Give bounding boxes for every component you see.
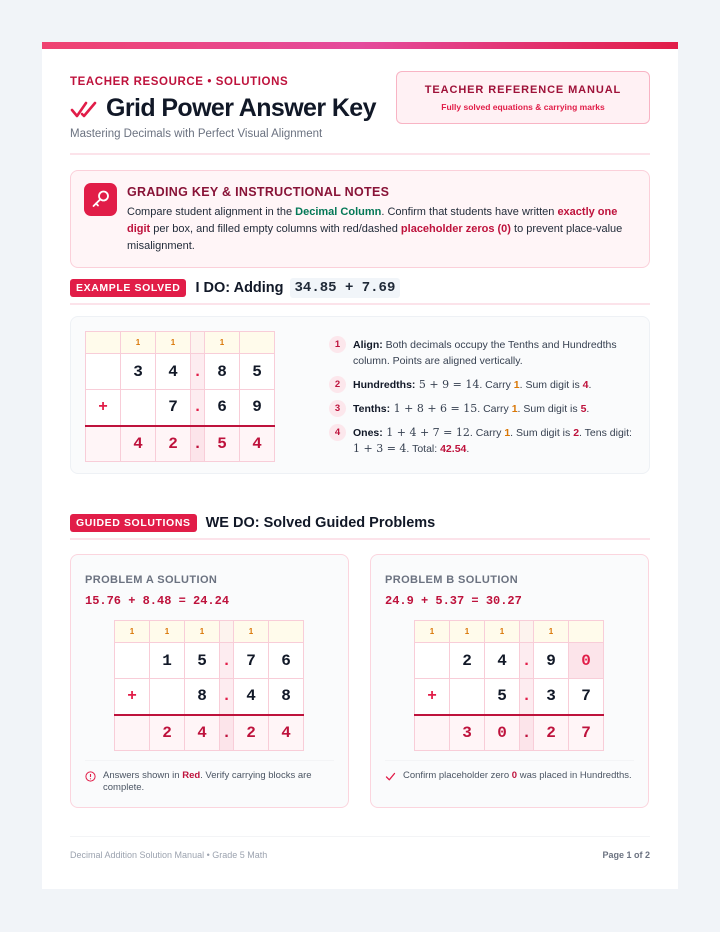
digit-cell: 4 — [485, 643, 520, 679]
problem-b-card — [370, 554, 649, 808]
digit-cell: 4 — [121, 426, 156, 462]
decimal-column-cell — [191, 332, 205, 354]
digit-cell — [86, 332, 121, 354]
digit-cell: 8 — [185, 679, 220, 715]
reference-subtitle: Fully solved equations & carrying marks — [441, 102, 605, 112]
digit-cell — [415, 715, 450, 751]
problem-b-heading: PROBLEM B SOLUTION — [385, 574, 519, 586]
guided-section-header — [70, 514, 435, 532]
digit-cell: 0 — [569, 643, 604, 679]
digit-cell: 1 — [415, 621, 450, 643]
sum-row — [415, 715, 604, 751]
digit-cell: 3 — [534, 679, 569, 715]
page-subtitle: Mastering Decimals with Perfect Visual Alignment — [70, 128, 323, 140]
digit-cell — [115, 643, 150, 679]
addend-row-2 — [415, 679, 604, 715]
digit-cell: 9 — [240, 390, 275, 426]
digit-cell: + — [115, 679, 150, 715]
digit-cell: 4 — [185, 715, 220, 751]
check-icon — [385, 771, 396, 782]
digit-cell — [569, 621, 604, 643]
carry-row — [86, 332, 275, 354]
info-icon — [85, 771, 96, 782]
digit-cell — [86, 426, 121, 462]
double-check-icon — [70, 98, 98, 120]
digit-cell — [86, 354, 121, 390]
reference-title: TEACHER REFERENCE MANUAL — [424, 84, 622, 96]
notes-body: Compare student alignment in the Decimal Column. Confirm that students have written exactly one digit per box, and filled empty columns with red/dashed placeholder zeros (0) to prevent place-value misalignment. — [127, 206, 623, 252]
digit-cell — [450, 679, 485, 715]
digit-cell: 2 — [234, 715, 269, 751]
digit-cell: 1 — [185, 621, 220, 643]
step-hundredths: 2 Hundredths: 5 + 9 = 14. Carry 1. Sum digit is 4. — [329, 377, 639, 393]
digit-cell: 5 — [185, 643, 220, 679]
digit-cell: 4 — [269, 715, 304, 751]
decimal-column-cell: . — [220, 715, 234, 751]
digit-cell — [150, 679, 185, 715]
addend-row-2 — [115, 679, 304, 715]
digit-cell — [415, 643, 450, 679]
addend-row-1 — [415, 643, 604, 679]
decimal-column-cell: . — [191, 354, 205, 390]
eyebrow-label: TEACHER RESOURCE • SOLUTIONS — [70, 76, 289, 88]
reference-badge — [396, 71, 650, 124]
example-card — [70, 316, 650, 474]
digit-cell: 6 — [205, 390, 240, 426]
decimal-column-cell: . — [520, 715, 534, 751]
digit-cell: 3 — [121, 354, 156, 390]
problem-b-note: Confirm placeholder zero 0 was placed in Hundredths. — [385, 770, 637, 782]
digit-cell: 4 — [240, 426, 275, 462]
problem-a-heading: PROBLEM A SOLUTION — [85, 574, 218, 586]
digit-cell: 6 — [269, 643, 304, 679]
addend-row-2 — [86, 390, 275, 426]
carry-row — [415, 621, 604, 643]
digit-cell: 5 — [240, 354, 275, 390]
digit-cell: 7 — [569, 679, 604, 715]
digit-cell: 2 — [534, 715, 569, 751]
answer-key-page — [42, 42, 678, 889]
divider — [70, 303, 650, 305]
decimal-column-cell: . — [191, 390, 205, 426]
notes-heading: GRADING KEY & INSTRUCTIONAL NOTES — [127, 185, 390, 199]
digit-cell: 5 — [205, 426, 240, 462]
carry-row — [115, 621, 304, 643]
decimal-column-cell — [220, 621, 234, 643]
digit-cell: 7 — [569, 715, 604, 751]
divider — [70, 538, 650, 540]
digit-cell: 7 — [234, 643, 269, 679]
footer-label: Decimal Addition Solution Manual • Grade 5 Math — [70, 850, 268, 860]
decimal-column-cell: . — [520, 643, 534, 679]
problem-a-note: Answers shown in Red. Verify carrying blocks are complete. — [85, 770, 337, 793]
divider — [385, 760, 634, 761]
divider — [85, 760, 334, 761]
digit-cell: 1 — [156, 332, 191, 354]
digit-cell: 1 — [205, 332, 240, 354]
digit-cell — [269, 621, 304, 643]
example-addition-grid — [85, 331, 275, 462]
digit-cell: 1 — [150, 621, 185, 643]
page-number: Page 1 of 2 — [602, 850, 650, 860]
decimal-column-cell: . — [520, 679, 534, 715]
solution-steps — [329, 337, 639, 465]
digit-cell: 0 — [485, 715, 520, 751]
digit-cell: 9 — [534, 643, 569, 679]
problem-b-equation: 24.9 + 5.37 = 30.27 — [385, 594, 522, 608]
example-pill: EXAMPLE SOLVED — [70, 279, 186, 297]
gradient-top-bar — [42, 42, 678, 49]
digit-cell: 1 — [485, 621, 520, 643]
digit-cell: 1 — [115, 621, 150, 643]
digit-cell: 8 — [205, 354, 240, 390]
decimal-column-cell: . — [220, 643, 234, 679]
digit-cell: 8 — [269, 679, 304, 715]
key-icon — [84, 183, 117, 216]
guided-title: WE DO: Solved Guided Problems — [205, 515, 436, 531]
digit-cell — [240, 332, 275, 354]
digit-cell: 5 — [485, 679, 520, 715]
digit-cell — [121, 390, 156, 426]
step-tenths: 3 Tenths: 1 + 8 + 6 = 15. Carry 1. Sum digit is 5. — [329, 401, 639, 417]
problem-a-equation: 15.76 + 8.48 = 24.24 — [85, 594, 230, 608]
digit-cell: 7 — [156, 390, 191, 426]
grading-notes-box — [70, 170, 650, 268]
sum-row — [115, 715, 304, 751]
digit-cell: 1 — [534, 621, 569, 643]
digit-cell — [115, 715, 150, 751]
problem-a-grid — [114, 620, 304, 751]
digit-cell: 1 — [450, 621, 485, 643]
digit-cell: 1 — [150, 643, 185, 679]
decimal-column-cell: . — [220, 679, 234, 715]
divider — [70, 153, 650, 155]
sum-row — [86, 426, 275, 462]
example-section-header — [70, 278, 400, 298]
digit-cell: 1 — [234, 621, 269, 643]
step-ones: 4 Ones: 1 + 4 + 7 = 12. Carry 1. Sum digit is 2. Tens digit: 1 + 3 = 4. Total: 42.54. — [329, 425, 639, 457]
digit-cell: 2 — [156, 426, 191, 462]
digit-cell: 1 — [121, 332, 156, 354]
decimal-column-cell: . — [191, 426, 205, 462]
problem-b-grid — [414, 620, 604, 751]
digit-cell: 3 — [450, 715, 485, 751]
digit-cell: + — [415, 679, 450, 715]
example-expression: 34.85 + 7.69 — [290, 278, 401, 298]
addend-row-1 — [86, 354, 275, 390]
divider — [70, 836, 650, 837]
digit-cell: 4 — [156, 354, 191, 390]
digit-cell: 2 — [150, 715, 185, 751]
digit-cell: + — [86, 390, 121, 426]
title-row — [70, 94, 376, 123]
example-title: I DO: Adding — [195, 280, 284, 296]
digit-cell: 4 — [234, 679, 269, 715]
guided-pill: GUIDED SOLUTIONS — [70, 514, 197, 532]
addend-row-1 — [115, 643, 304, 679]
step-align: 1 Align: Both decimals occupy the Tenths and Hundredths column. Points are aligned vertically. — [329, 337, 639, 369]
digit-cell: 2 — [450, 643, 485, 679]
page-title: Grid Power Answer Key — [106, 94, 376, 122]
decimal-column-cell — [520, 621, 534, 643]
problem-a-card — [70, 554, 349, 808]
